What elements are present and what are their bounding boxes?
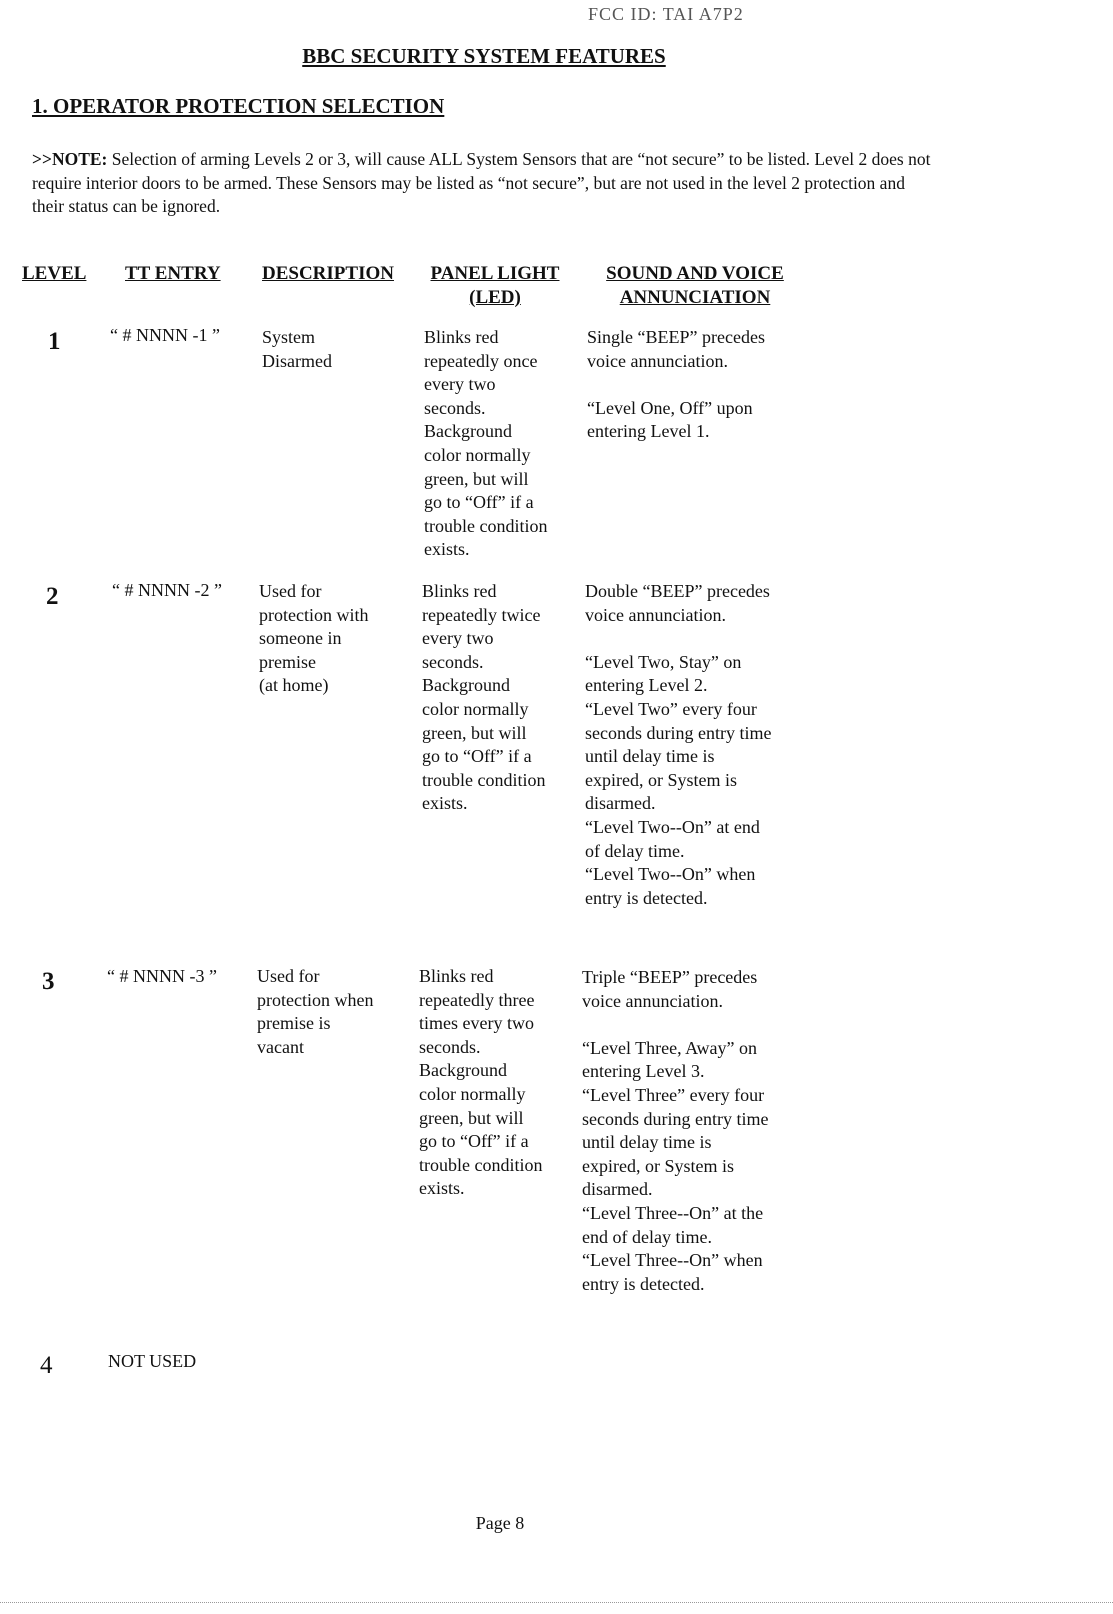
description-cell: System Disarmed (262, 327, 332, 371)
sound-cell: Single “BEEP” precedes voice annunciation. “Level One, Off” upon entering Level 1. (587, 327, 765, 442)
header-sound-line2: ANNUNCIATION (619, 287, 771, 308)
page-number: Page 8 (475, 1513, 525, 1533)
fcc-id-label: FCC ID: TAI A7P2 (588, 4, 744, 24)
scan-edge-divider (0, 1602, 1113, 1604)
description-cell: Used for protection when premise is vacant (257, 966, 374, 1057)
page-title: BBC SECURITY SYSTEM FEATURES (302, 44, 666, 68)
level-number: 1 (48, 328, 61, 355)
level-number: 3 (42, 968, 55, 995)
panel-light-cell: Blinks red repeatedly once every two seconds. Background color normally green, but will go to “Off” if a trouble condition exists. (424, 327, 548, 560)
level-number: 2 (46, 583, 59, 610)
tt-entry-cell: “ # NNNN -2 ” (112, 580, 222, 600)
header-sound-line1: SOUND AND VOICE (606, 263, 784, 284)
note-label: >>NOTE: (32, 149, 108, 169)
sound-cell: Triple “BEEP” precedes voice annunciation. “Level Three, Away” on entering Level 3. “Level Three” every four seconds during entry time until delay time is expired, or System is disarmed. “Level Three--On” at the end of delay time. “Level Three--On” when entry is detected. (582, 967, 769, 1294)
note-text: Selection of arming Levels 2 or 3, will cause ALL System Sensors that are “not secure” to be listed. Level 2 does not require interior doors to be armed. These Sensors may be listed as “not secure”, but are not used in the level 2 protection and their status can be ignored. (32, 149, 931, 216)
level-number: 4 (40, 1352, 53, 1379)
panel-light-cell: Blinks red repeatedly three times every two seconds. Background color normally green, but will go to “Off” if a trouble condition exists. (419, 966, 543, 1199)
description-cell: Used for protection with someone in premise (at home) (259, 581, 369, 696)
header-level: LEVEL (22, 263, 87, 284)
header-panel-light (420, 262, 570, 310)
header-panel-light-line2: (LED) (469, 287, 521, 308)
panel-light-cell: Blinks red repeatedly twice every two seconds. Background color normally green, but will go to “Off” if a trouble condition exists. (422, 581, 546, 814)
section-title: 1. OPERATOR PROTECTION SELECTION (32, 94, 445, 118)
tt-entry-cell: “ # NNNN -3 ” (107, 966, 217, 986)
sound-cell: Double “BEEP” precedes voice annunciation. “Level Two, Stay” on entering Level 2. “Level Two” every four seconds during entry time until delay time is expired, or System is disarmed. “Level Two--On” at end of delay time. “Level Two--On” when entry is detected. (585, 581, 772, 908)
tt-entry-cell: “ # NNNN -1 ” (110, 325, 220, 345)
note-paragraph (32, 148, 932, 219)
header-panel-light-line1: PANEL LIGHT (430, 263, 560, 284)
header-description: DESCRIPTION (262, 263, 394, 284)
header-sound (590, 262, 800, 310)
tt-entry-cell: NOT USED (108, 1351, 197, 1371)
header-tt-entry: TT ENTRY (125, 263, 221, 284)
